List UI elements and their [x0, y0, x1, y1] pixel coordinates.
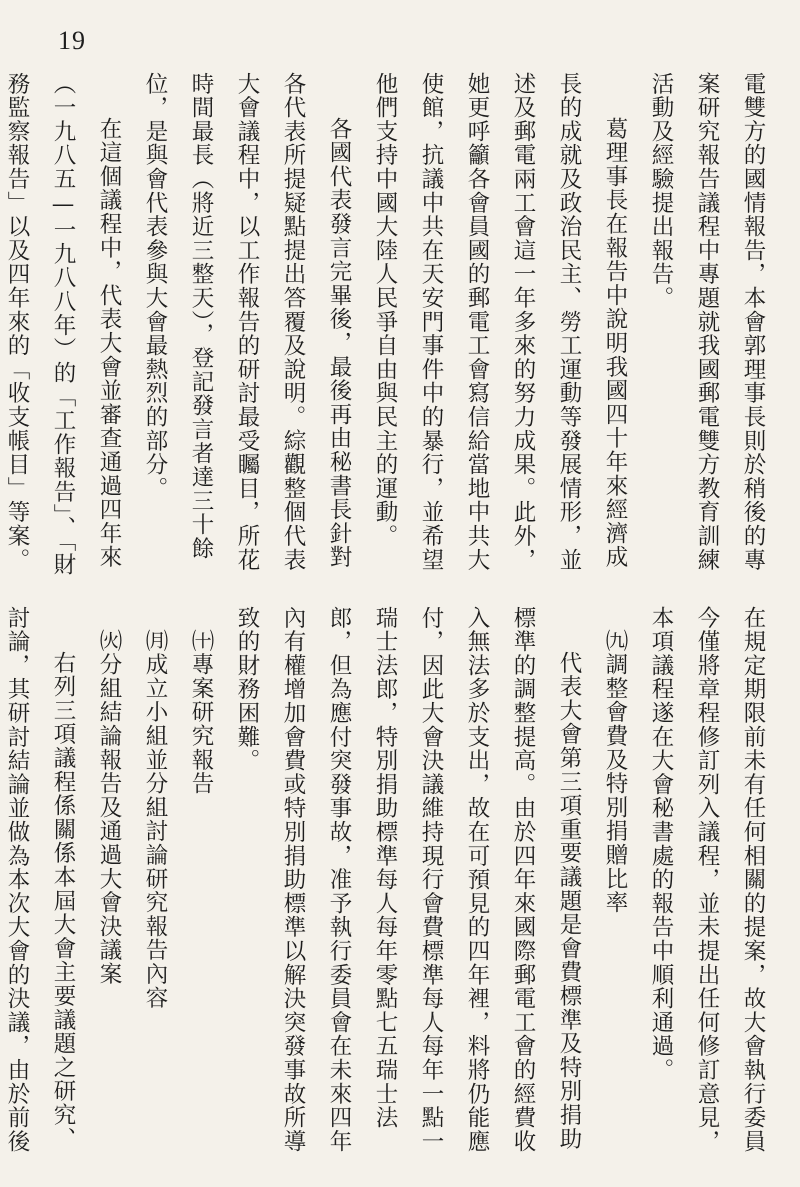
section-heading: ㈪成立小組並分組討論研究報告內容	[142, 628, 168, 1010]
top-text-block	[4, 72, 776, 588]
section-heading: ㈫分組結論報告及通過大會決議案	[96, 628, 122, 986]
paragraph: 在這個議程中，代表大會並審查通過四年來（一九八五—一九八八年）的「工作報告」、「財務監察報告」以及四年來的「收支帳目」等案。	[4, 72, 122, 577]
bottom-text-block	[4, 606, 776, 1172]
page-number: 19	[58, 26, 86, 55]
section-heading: ㈩專案研究報告	[188, 628, 214, 796]
paragraph: 葛理事長在報告中說明我國四十年來經濟成長的成就及政治民主、勞工運動等發展情形，並述及郵電兩工會這一年多來的努力成果。此外，她更呼籲各會員國的郵電工會寫信給當地中共大使館，抗議中共在天安門事件中的暴行，並希望他們支持中國大陸人民爭自由與民主的運動。	[372, 72, 628, 572]
paragraph: 電雙方的國情報告，本會郭理事長則於稍後的專案研究報告議程中專題就我國郵電雙方教育訓練活動及經驗提出報告。	[648, 72, 766, 572]
paragraph: 各國代表發言完畢後，最後再由秘書長針對各代表所提疑點提出答覆及說明。綜觀整個代表大會議程中，以工作報告的研討最受矚目，所花時間最長（將近三整天），登記發言者達三十餘位，是與會代表參與大會最熱烈的部分。	[142, 72, 352, 572]
section-heading: ㈨調整會費及特別捐贈比率	[602, 628, 628, 915]
paragraph: 在規定期限前未有任何相關的提案，故大會執行委員今僅將章程修訂列入議程，並未提出任何修訂意見，本項議程遂在大會秘書處的報告中順利通過。	[648, 606, 766, 1154]
paragraph: 代表大會第三項重要議題是會費標準及特別捐助標準的調整提高。由於四年來國際郵電工會的經費收入無法多於支出，故在可預見的四年裡，料將仍能應付，因此大會決議維持現行會費標準每人每年一點一瑞士法郎，特別捐助標準每人每年零點七五瑞士法郎，但為應付突發事故，准予執行委員會在未來四年內有權增加會費或特別捐助標準以解決突發事故所導致的財務困難。	[234, 606, 582, 1154]
paragraph: 右列三項議程係關係本屆大會主要議題之研究、討論，其研討結論並做為本次大會的決議，由於前後	[4, 606, 76, 1154]
